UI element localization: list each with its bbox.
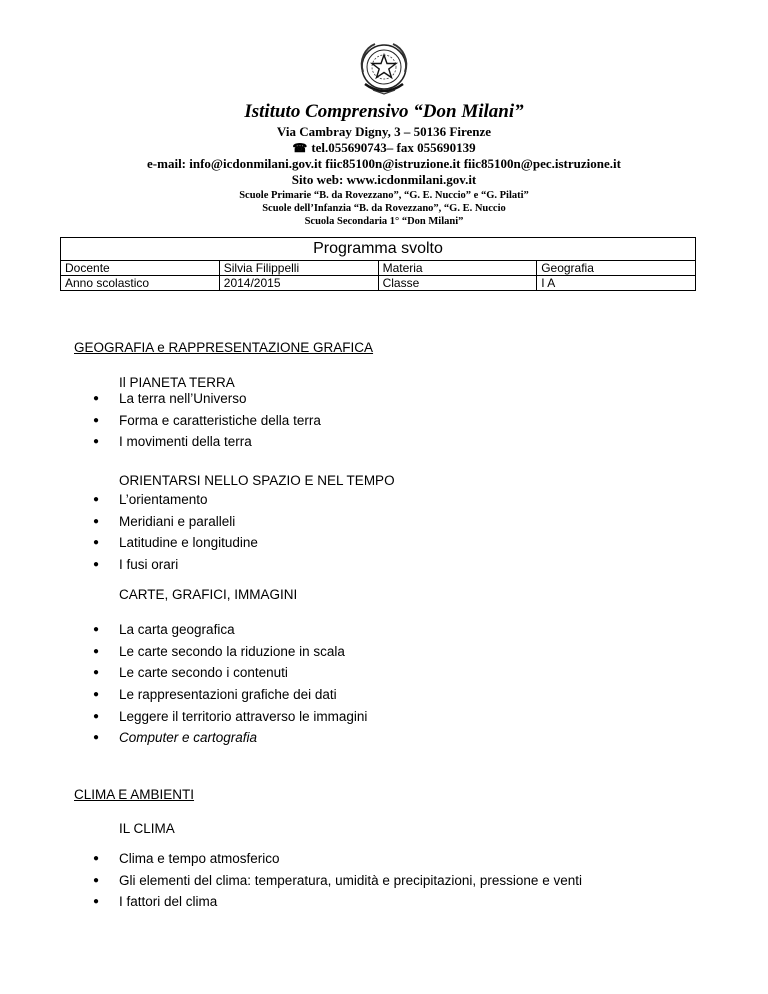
list-item: [0, 891, 582, 913]
bullet-icon: ●: [93, 710, 100, 722]
list-item-text: I movimenti della terra: [119, 434, 252, 450]
list-item: [0, 532, 258, 554]
list-item-text: Forma e caratteristiche della terra: [119, 412, 321, 428]
bullet-icon: ●: [93, 896, 100, 908]
bullet-icon: ●: [93, 624, 100, 635]
bullet-icon: ●: [93, 689, 100, 701]
schools-secondary: Scuola Secondaria 1° “Don Milani”: [304, 216, 464, 227]
schools-primary: Scuole Primarie “B. da Rovezzano”, “G. E. Nuccio” e “G. Pilati”: [239, 190, 529, 201]
group-heading: CARTE, GRAFICI, IMMAGINI: [119, 587, 298, 602]
phone-fax-text: tel.055690743– fax 055690139: [311, 140, 476, 155]
list-item-text: L’orientamento: [119, 492, 208, 507]
bullet-icon: ●: [93, 874, 100, 886]
school-year-label: Anno scolastico: [61, 276, 220, 291]
list-item: [0, 511, 258, 533]
school-letterhead: [0, 98, 768, 228]
list-item-text: Latitudine e longitudine: [119, 535, 258, 551]
list-item-text: Clima e tempo atmosferico: [119, 851, 280, 866]
list-item: [0, 641, 367, 663]
topic-list: [0, 619, 367, 749]
school-emails: e-mail: info@icdonmilani.gov.it fiic85100n@istruzione.it fiic85100n@pec.istruzione.it: [147, 156, 621, 171]
subject-label: Materia: [378, 261, 537, 276]
list-item-text: Gli elementi del clima: temperatura, umidità e precipitazioni, pressione e venti: [119, 872, 582, 888]
bullet-icon: ●: [93, 732, 100, 744]
list-item-text: Meridiani e paralleli: [119, 513, 236, 529]
bullet-icon: ●: [93, 645, 100, 657]
list-item: [0, 706, 367, 728]
list-item-text: I fattori del clima: [119, 894, 218, 910]
telephone-icon: ☎: [292, 141, 308, 155]
bullet-icon: ●: [93, 667, 100, 679]
schools-infancy: Scuole dell’Infanzia “B. da Rovezzano”, “G. E. Nuccio: [262, 203, 506, 214]
table-row: [61, 276, 696, 291]
list-item-text: Le carte secondo i contenuti: [119, 665, 288, 681]
topic-list: [0, 489, 258, 576]
list-item: [0, 684, 367, 706]
school-website: Sito web: www.icdonmilani.gov.it: [291, 172, 477, 187]
section-title: GEOGRAFIA e RAPPRESENTAZIONE GRAFICA: [74, 340, 374, 355]
list-item-text: Le carte secondo la riduzione in scala: [119, 643, 345, 659]
teacher-value: Silvia Filippelli: [219, 261, 378, 276]
bullet-icon: ●: [93, 515, 100, 527]
bullet-icon: ●: [93, 853, 100, 864]
list-item-text: Le rappresentazioni grafiche dei dati: [119, 687, 337, 703]
school-year-value: 2014/2015: [219, 276, 378, 291]
bullet-icon: ●: [93, 494, 100, 505]
list-item: [0, 727, 367, 749]
group-heading: Il PIANETA TERRA: [119, 375, 235, 390]
list-item: [0, 554, 258, 576]
table-row: [61, 261, 696, 276]
list-item: [0, 388, 321, 410]
program-info-table: [60, 237, 696, 291]
group-heading: ORIENTARSI NELLO SPAZIO E NEL TEMPO: [119, 473, 395, 488]
list-item: [0, 489, 258, 511]
school-address: Via Cambray Digny, 3 – 50136 Firenze: [276, 124, 492, 139]
italian-republic-emblem-icon: [355, 38, 413, 100]
school-name: Istituto Comprensivo “Don Milani”: [244, 101, 524, 122]
section-title: CLIMA E AMBIENTI: [74, 787, 195, 802]
list-item: [0, 619, 367, 641]
class-label: Classe: [378, 276, 537, 291]
bullet-icon: ●: [93, 393, 100, 404]
list-item: [0, 410, 321, 432]
teacher-label: Docente: [61, 261, 220, 276]
list-item-text: Computer e cartografia: [119, 730, 258, 746]
list-item-text: La carta geografica: [119, 622, 235, 637]
bullet-icon: ●: [93, 436, 100, 448]
bullet-icon: ●: [93, 559, 100, 571]
bullet-icon: ●: [93, 537, 100, 549]
bullet-icon: ●: [93, 414, 100, 426]
list-item: [0, 870, 582, 892]
list-item-text: La terra nell’Universo: [119, 391, 247, 406]
group-heading: IL CLIMA: [119, 821, 175, 836]
list-item: [0, 848, 582, 870]
table-caption: Programma svolto: [61, 238, 696, 261]
class-value: I A: [537, 276, 696, 291]
list-item: [0, 431, 321, 453]
topic-list: [0, 848, 582, 913]
topic-list: [0, 388, 321, 453]
list-item-text: I fusi orari: [119, 557, 179, 573]
list-item: [0, 662, 367, 684]
subject-value: Geografia: [537, 261, 696, 276]
list-item-text: Leggere il territorio attraverso le immagini: [119, 708, 368, 724]
school-phone-fax: [0, 140, 768, 156]
